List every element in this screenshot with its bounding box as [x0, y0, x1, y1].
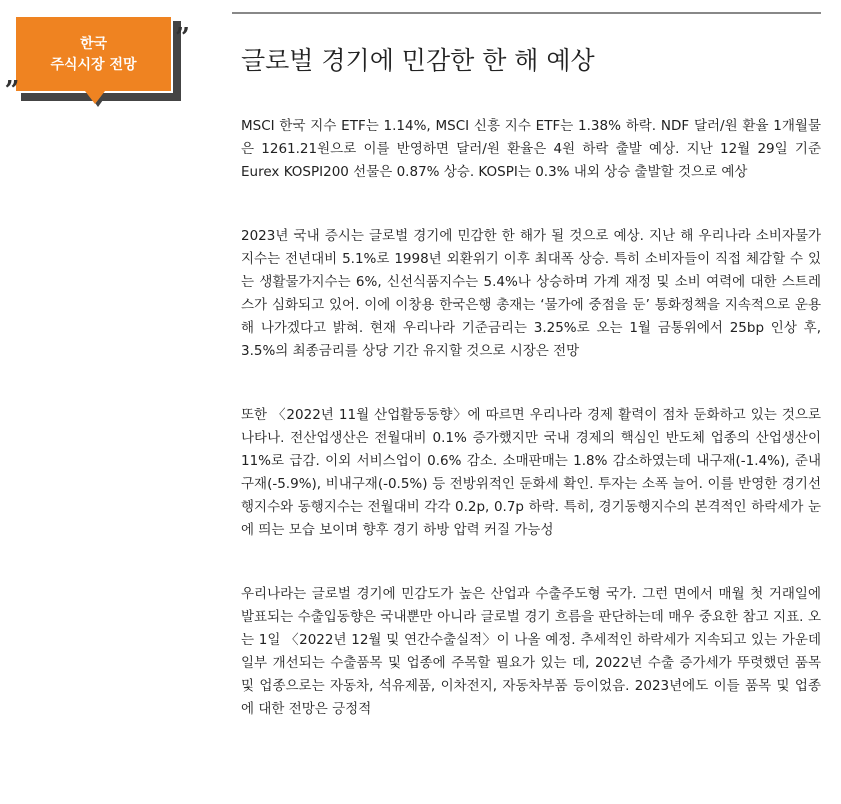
badge-line-1: 한국 [79, 36, 108, 52]
paragraph-1: MSCI 한국 지수 ETF는 1.14%, MSCI 신흥 지수 ETF는 1.38% 하락. NDF 달러/원 환율 1개월물은 1261.21원으로 이를 반영하면 달러/원 환율은 4원 하락 출발 예상. 지난 12월 29일 기준 Eurex KOSPI200 선물은 0.87% 상승. KOSPI는 0.3% 내외 상승 출발할 것으로 예상 [241, 118, 821, 180]
article-body [241, 115, 821, 721]
badge-line-2: 주식시장 전망 [50, 57, 137, 73]
badge-tail [85, 91, 105, 104]
badge-box [14, 15, 173, 93]
section-badge [0, 0, 200, 120]
open-quote-icon: „ [5, 61, 20, 91]
top-divider [232, 12, 821, 14]
close-quote-icon: ” [175, 23, 190, 53]
paragraph-3: 또한 〈2022년 11월 산업활동동향〉에 따르면 우리나라 경제 활력이 점차 둔화하고 있는 것으로 나타나. 전산업생산은 전월대비 0.1% 증가했지만 국내 경제의 핵심인 반도체 업종의 산업생산이 11%로 급감. 이외 서비스업이 0.6% 감소. 소매판매는 1.8% 감소하였는데 내구재(-1.4%), 준내구재(-5.9%), 비내구재(-0.5%) 등 전방위적인 둔화세 확인. 투자는 소폭 늘어. 이를 반영한 경기선행지수와 동행지수는 전월대비 각각 0.2p, 0.7p 하락. 특히, 경기동행지수의 본격적인 하락세가 눈에 띄는 모습 보이며 향후 경기 하방 압력 커질 가능성 [241, 407, 821, 538]
page-title: 글로벌 경기에 민감한 한 해 예상 [241, 45, 595, 75]
paragraph-4: 우리나라는 글로벌 경기에 민감도가 높은 산업과 수출주도형 국가. 그런 면에서 매월 첫 거래일에 발표되는 수출입동향은 국내뿐만 아니라 글로벌 경기 흐름을 판단하는데 매우 중요한 참고 지표. 오는 1일 〈2022년 12월 및 연간수출실적〉이 나올 예정. 추세적인 하락세가 지속되고 있는 가운데 일부 개선되는 수출품목 및 업종에 주목할 필요가 있는 데, 2022년 수출 증가세가 뚜렷했던 품목 및 업종으로는 자동차, 석유제품, 이차전지, 자동차부품 등이었음. 2023년에도 이들 품목 및 업종에 대한 전망은 긍정적 [241, 586, 821, 717]
paragraph-2: 2023년 국내 증시는 글로벌 경기에 민감한 한 해가 될 것으로 예상. 지난 해 우리나라 소비자물가지수는 전년대비 5.1%로 1998년 외환위기 이후 최대폭 상승. 특히 소비자들이 직접 체감할 수 있는 생활물가지수는 6%, 신선식품지수는 5.4%나 상승하며 가계 재정 및 소비 여력에 대한 스트레스가 심화되고 있어. 이에 이창용 한국은행 총재는 ‘물가에 중점을 둔’ 통화정책을 지속적으로 운용해 나가겠다고 밝혀. 현재 우리나라 기준금리는 3.25%로 오는 1월 금통위에서 25bp 인상 후, 3.5%의 최종금리를 상당 기간 유지할 것으로 시장은 전망 [241, 228, 821, 359]
